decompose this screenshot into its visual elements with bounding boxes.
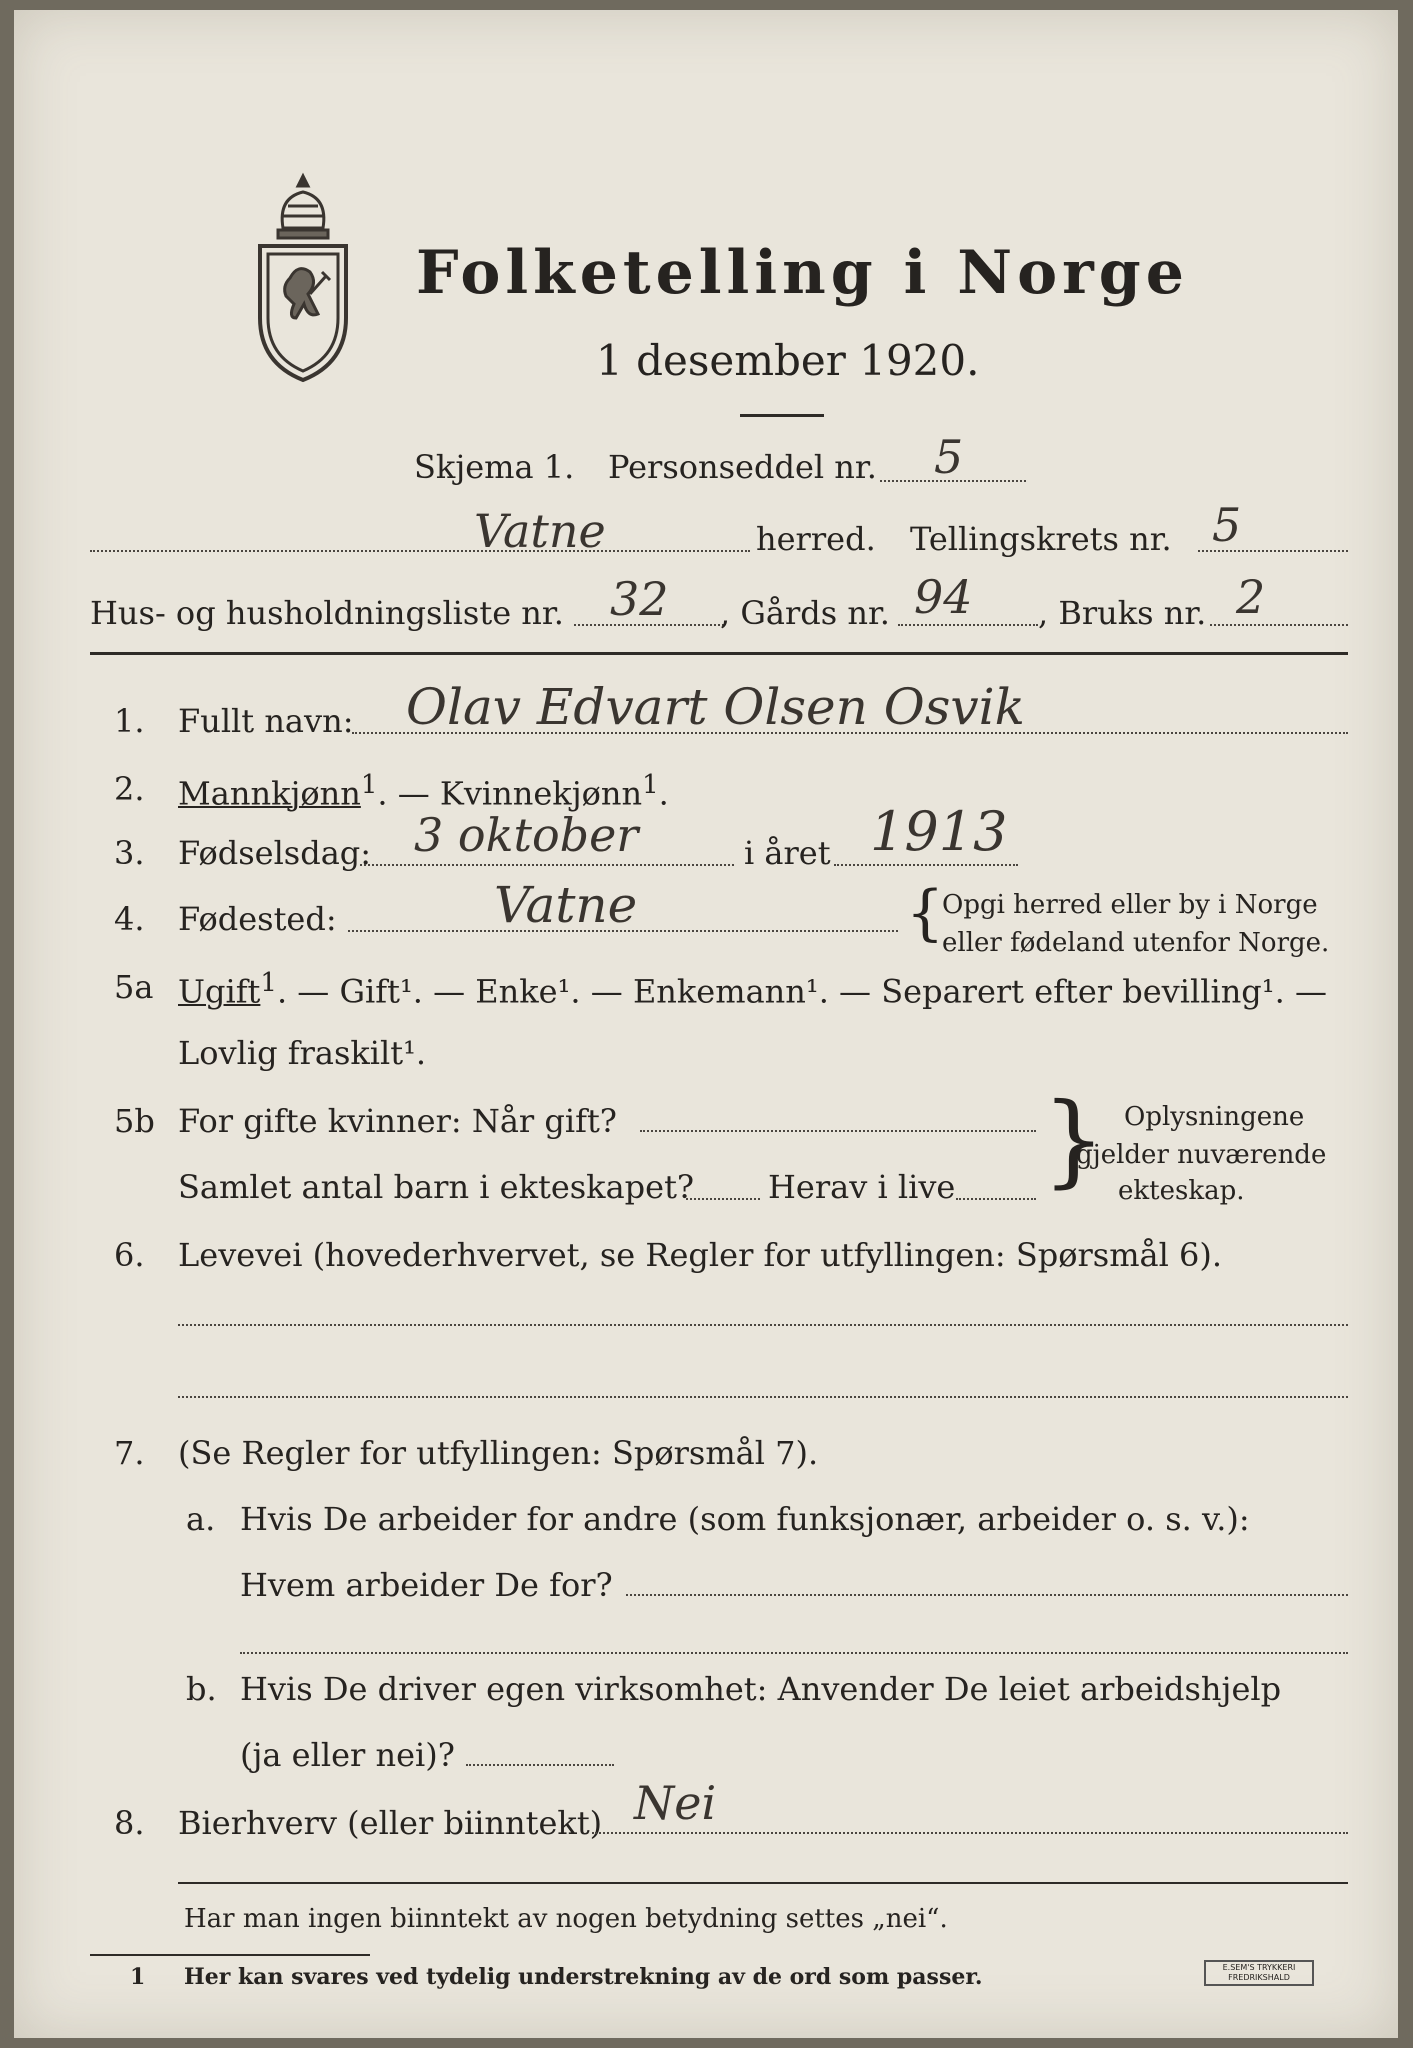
q1-value: Olav Edvart Olsen Osvik: [406, 678, 1025, 736]
q5a-number: 5a: [114, 968, 154, 1006]
q2-end: .: [658, 774, 669, 813]
skjema-label: Skjema 1.: [414, 448, 575, 486]
q7a-label-2: Hvem arbeider De for?: [240, 1566, 613, 1604]
gards-line: [898, 624, 1038, 626]
q7a-line-2: [240, 1652, 1348, 1654]
header-divider: [90, 652, 1348, 655]
q6-line-2: [178, 1396, 1348, 1398]
q3-number: 3.: [114, 834, 145, 872]
q2-number: 2.: [114, 770, 145, 808]
q3-year-line: [834, 864, 1018, 866]
q3-line: [360, 864, 734, 866]
q2-male-option: Mannkjønn: [178, 774, 361, 813]
q5b-number: 5b: [114, 1102, 155, 1140]
form-title: Folketelling i Norge: [416, 238, 1189, 308]
hus-label: Hus- og husholdningsliste nr.: [90, 594, 564, 632]
q5a-options: Ugift$^1$. — Gift¹. — Enke¹. — Enkemann¹. — Separert efter bevilling¹. —: [178, 968, 1327, 1011]
q2-female-option: Kvinnekjønn: [439, 774, 643, 813]
q8-number: 8.: [114, 1804, 145, 1842]
q4-brace: {: [906, 878, 945, 948]
q2-female-sup: 1: [642, 770, 659, 800]
q1-number: 1.: [114, 702, 145, 740]
q5b-married-line: [640, 1130, 1036, 1132]
q5b-brace: }: [1042, 1081, 1106, 1198]
footnote-divider: [90, 1954, 370, 1956]
q2-male-sup: 1: [360, 770, 378, 800]
herred-label: herred.: [756, 520, 876, 558]
tellingskrets-label: Tellingskrets nr.: [910, 520, 1172, 558]
hus-value: 32: [610, 572, 669, 626]
q7b-line: [466, 1764, 614, 1766]
q5a-other-options: . — Gift¹. — Enke¹. — Enkemann¹. — Separert efter bevilling¹. —: [276, 972, 1327, 1011]
footnote-text: Her kan svares ved tydelig understrekning av de ord som passer.: [184, 1964, 983, 1990]
title-divider: [740, 414, 824, 417]
q2-options: [178, 770, 669, 813]
herred-line: [90, 550, 750, 552]
q5a-ugift-option: Ugift: [178, 972, 261, 1011]
tellingskrets-value: 5: [1212, 498, 1242, 552]
q6-number: 6.: [114, 1236, 145, 1274]
q6-line-1: [178, 1324, 1348, 1326]
q6-label: Levevei (hovederhvervet, se Regler for utfyllingen: Spørsmål 6).: [178, 1236, 1223, 1274]
q5b-label-2: Samlet antal barn i ekteskapet?: [178, 1168, 695, 1206]
q3-label: Fødselsdag:: [178, 834, 372, 872]
q3-year-value: 1913: [870, 800, 1008, 863]
q3-year-label: i året: [744, 834, 831, 872]
q2-separator: . —: [377, 774, 440, 813]
q5b-note-3: ekteskap.: [1118, 1176, 1245, 1206]
bruks-line: [1210, 624, 1348, 626]
q5b-children-line: [686, 1198, 760, 1200]
q7b-number: b.: [186, 1670, 217, 1708]
personseddel-value: 5: [934, 430, 964, 484]
gards-value: 94: [914, 570, 973, 624]
q4-label: Fødested:: [178, 900, 337, 938]
q5b-note-2: gjelder nuværende: [1076, 1140, 1327, 1170]
q5b-alive-line: [956, 1198, 1036, 1200]
q7-number: 7.: [114, 1434, 145, 1472]
q7b-label-2: (ja eller nei)?: [240, 1736, 455, 1774]
q7a-label-1: Hvis De arbeider for andre (som funksjonær, arbeider o. s. v.):: [240, 1500, 1250, 1538]
census-date: 1 desember 1920.: [596, 336, 980, 385]
q4-note-1: Opgi herred eller by i Norge: [942, 890, 1318, 920]
bruks-label: , Bruks nr.: [1038, 594, 1207, 632]
q5b-note-1: Oplysningene: [1124, 1102, 1305, 1132]
norwegian-lion-crest-icon: [248, 168, 358, 392]
q7-label: (Se Regler for utfyllingen: Spørsmål 7).: [178, 1434, 819, 1472]
q3-value: 3 oktober: [414, 808, 639, 862]
footer-divider: [178, 1882, 1348, 1884]
footer-note: Har man ingen biinntekt av nogen betydning settes „nei“.: [184, 1904, 948, 1934]
bruks-value: 2: [1236, 570, 1266, 624]
q5a-line2: Lovlig fraskilt¹.: [178, 1034, 427, 1072]
personseddel-label: Personseddel nr.: [608, 448, 877, 486]
herred-value: Vatne: [474, 504, 606, 558]
q5b-label-1: For gifte kvinner: Når gift?: [178, 1102, 617, 1140]
q8-line: [592, 1832, 1348, 1834]
gards-label: , Gårds nr.: [720, 594, 890, 632]
q7a-line-1: [626, 1594, 1348, 1596]
q8-label: Bierhverv (eller biinntekt): [178, 1804, 603, 1842]
q4-note-2: eller fødeland utenfor Norge.: [942, 928, 1330, 958]
q1-label: Fullt navn:: [178, 702, 354, 740]
q4-value: Vatne: [494, 876, 638, 934]
q4-number: 4.: [114, 900, 145, 938]
footnote-mark: 1: [130, 1964, 146, 1990]
q7a-number: a.: [186, 1500, 216, 1538]
printer-stamp: E.SEM'S TRYKKERI FREDRIKSHALD: [1204, 1960, 1314, 1986]
q7b-label-1: Hvis De driver egen virksomhet: Anvender De leiet arbeidshjelp: [240, 1670, 1282, 1708]
q8-value: Nei: [634, 1776, 717, 1830]
q5b-label-3: Herav i live: [768, 1168, 956, 1206]
census-form-page: [14, 10, 1398, 2038]
